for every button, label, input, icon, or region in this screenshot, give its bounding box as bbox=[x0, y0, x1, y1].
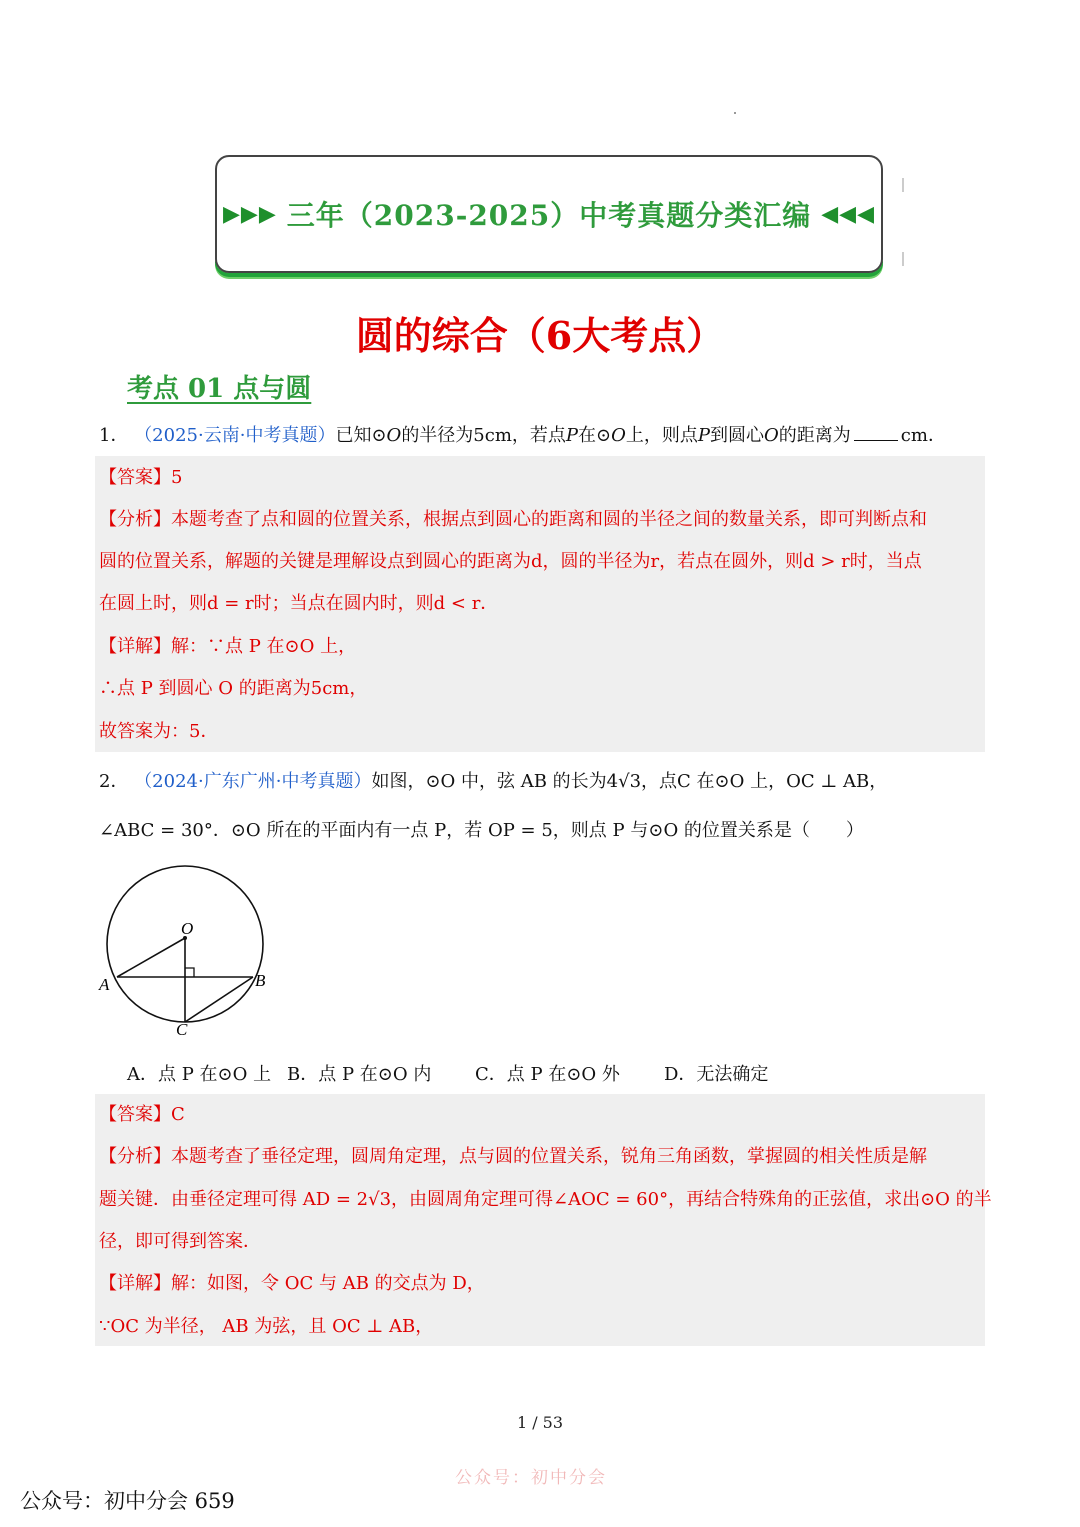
question-2-line-2: ∠ABC = 30°．⊙O 所在的平面内有一点 P，若 OP = 5，则点 P 与⊙O 的位置关系是（ ） bbox=[99, 820, 864, 841]
question-source: （2025·云南·中考真题） bbox=[134, 425, 336, 446]
label-c: C bbox=[176, 1020, 188, 1039]
answer-blank bbox=[854, 422, 898, 441]
question-number: 1． bbox=[99, 425, 129, 446]
question-source: （2024·广东广州·中考真题） bbox=[134, 771, 372, 792]
analysis-line: 在圆上时，则d = r时；当点在圆内时，则d < r． bbox=[99, 593, 499, 614]
page-title: 圆的综合（6大考点） bbox=[355, 313, 725, 358]
series-banner bbox=[215, 155, 883, 273]
math-var: O bbox=[386, 425, 402, 446]
math-var: P bbox=[697, 425, 711, 446]
q-text: 已知⊙ bbox=[335, 425, 387, 446]
math-var: O bbox=[764, 425, 779, 446]
q-text: 在⊙ bbox=[578, 425, 612, 446]
banner-text: 三年（2023-2025）中考真题分类汇编 bbox=[286, 199, 812, 232]
arrow-left-icon: ◀◀◀ bbox=[821, 201, 876, 227]
detail-line: 【详解】解：如图，令 OC 与 AB 的交点为 D， bbox=[99, 1273, 485, 1294]
label-a: A bbox=[99, 975, 110, 994]
analysis-line: 【分析】本题考查了垂径定理，圆周角定理，点与圆的位置关系，锐角三角函数，掌握圆的相关性质是解 bbox=[99, 1146, 927, 1167]
question-1 bbox=[99, 422, 946, 449]
option-b[interactable]: B．点 P 在⊙O 内 bbox=[287, 1064, 432, 1085]
arrow-right-icon: ▶▶▶ bbox=[223, 201, 277, 227]
q-text: cm． bbox=[900, 425, 946, 446]
answer-block-2 bbox=[95, 1094, 985, 1346]
detail-line: ∵OC 为半径， AB 为弦，且 OC ⊥ AB， bbox=[99, 1316, 434, 1337]
math-var: P bbox=[565, 425, 579, 446]
option-c[interactable]: C．点 P 在⊙O 外 bbox=[475, 1064, 620, 1085]
segment-oa bbox=[117, 938, 185, 977]
answer-line: 【答案】5 bbox=[99, 467, 183, 488]
label-b: B bbox=[255, 971, 266, 990]
section-heading: 考点 01 点与圆 bbox=[127, 374, 312, 404]
analysis-line: 圆的位置关系，解题的关键是理解设点到圆心的距离为d，圆的半径为r，若点在圆外，则d > r时，当点 bbox=[99, 551, 922, 572]
option-d[interactable]: D．无法确定 bbox=[664, 1064, 769, 1085]
detail-line: ∴点 P 到圆心 O 的距离为5cm， bbox=[99, 678, 368, 699]
answer-line: 【答案】C bbox=[99, 1104, 185, 1125]
edge-tick bbox=[902, 178, 904, 192]
page-number: 1 / 53 bbox=[516, 1413, 564, 1432]
question-2 bbox=[99, 769, 887, 795]
q-text: 到圆心 bbox=[710, 425, 765, 446]
right-angle-mark bbox=[185, 968, 194, 977]
stray-dot bbox=[734, 112, 736, 114]
circle-figure bbox=[95, 862, 280, 1042]
segment-cb bbox=[185, 977, 253, 1022]
watermark: 公众号：初中分会 bbox=[455, 1468, 607, 1488]
analysis-line: 题关键．由垂径定理可得 AD = 2√3，由圆周角定理可得∠AOC = 60°，再结合特殊角的正弦值，求出⊙O 的半 bbox=[99, 1189, 992, 1210]
detail-line: 【详解】解：∵点 P 在⊙O 上， bbox=[99, 636, 357, 657]
detail-line: 故答案为：5． bbox=[99, 721, 219, 742]
footer-account: 公众号：初中分会 659 bbox=[20, 1489, 235, 1513]
option-a[interactable]: A．点 P 在⊙O 上 bbox=[127, 1064, 272, 1085]
q-text: 如图，⊙O 中，弦 AB 的长为4√3，点C 在⊙O 上，OC ⊥ AB， bbox=[371, 771, 888, 792]
analysis-line: 径，即可得到答案． bbox=[99, 1231, 261, 1252]
question-number: 2． bbox=[99, 771, 129, 792]
edge-tick bbox=[902, 252, 904, 266]
q-text: 的距离为 bbox=[778, 425, 851, 446]
q-text: 上，则点 bbox=[625, 425, 698, 446]
math-var: O bbox=[611, 425, 626, 446]
q-text: 的半径为5cm，若点 bbox=[401, 425, 566, 446]
analysis-line: 【分析】本题考查了点和圆的位置关系，根据点到圆心的距离和圆的半径之间的数量关系，即可判断点和 bbox=[99, 509, 927, 530]
label-o: O bbox=[181, 919, 194, 938]
